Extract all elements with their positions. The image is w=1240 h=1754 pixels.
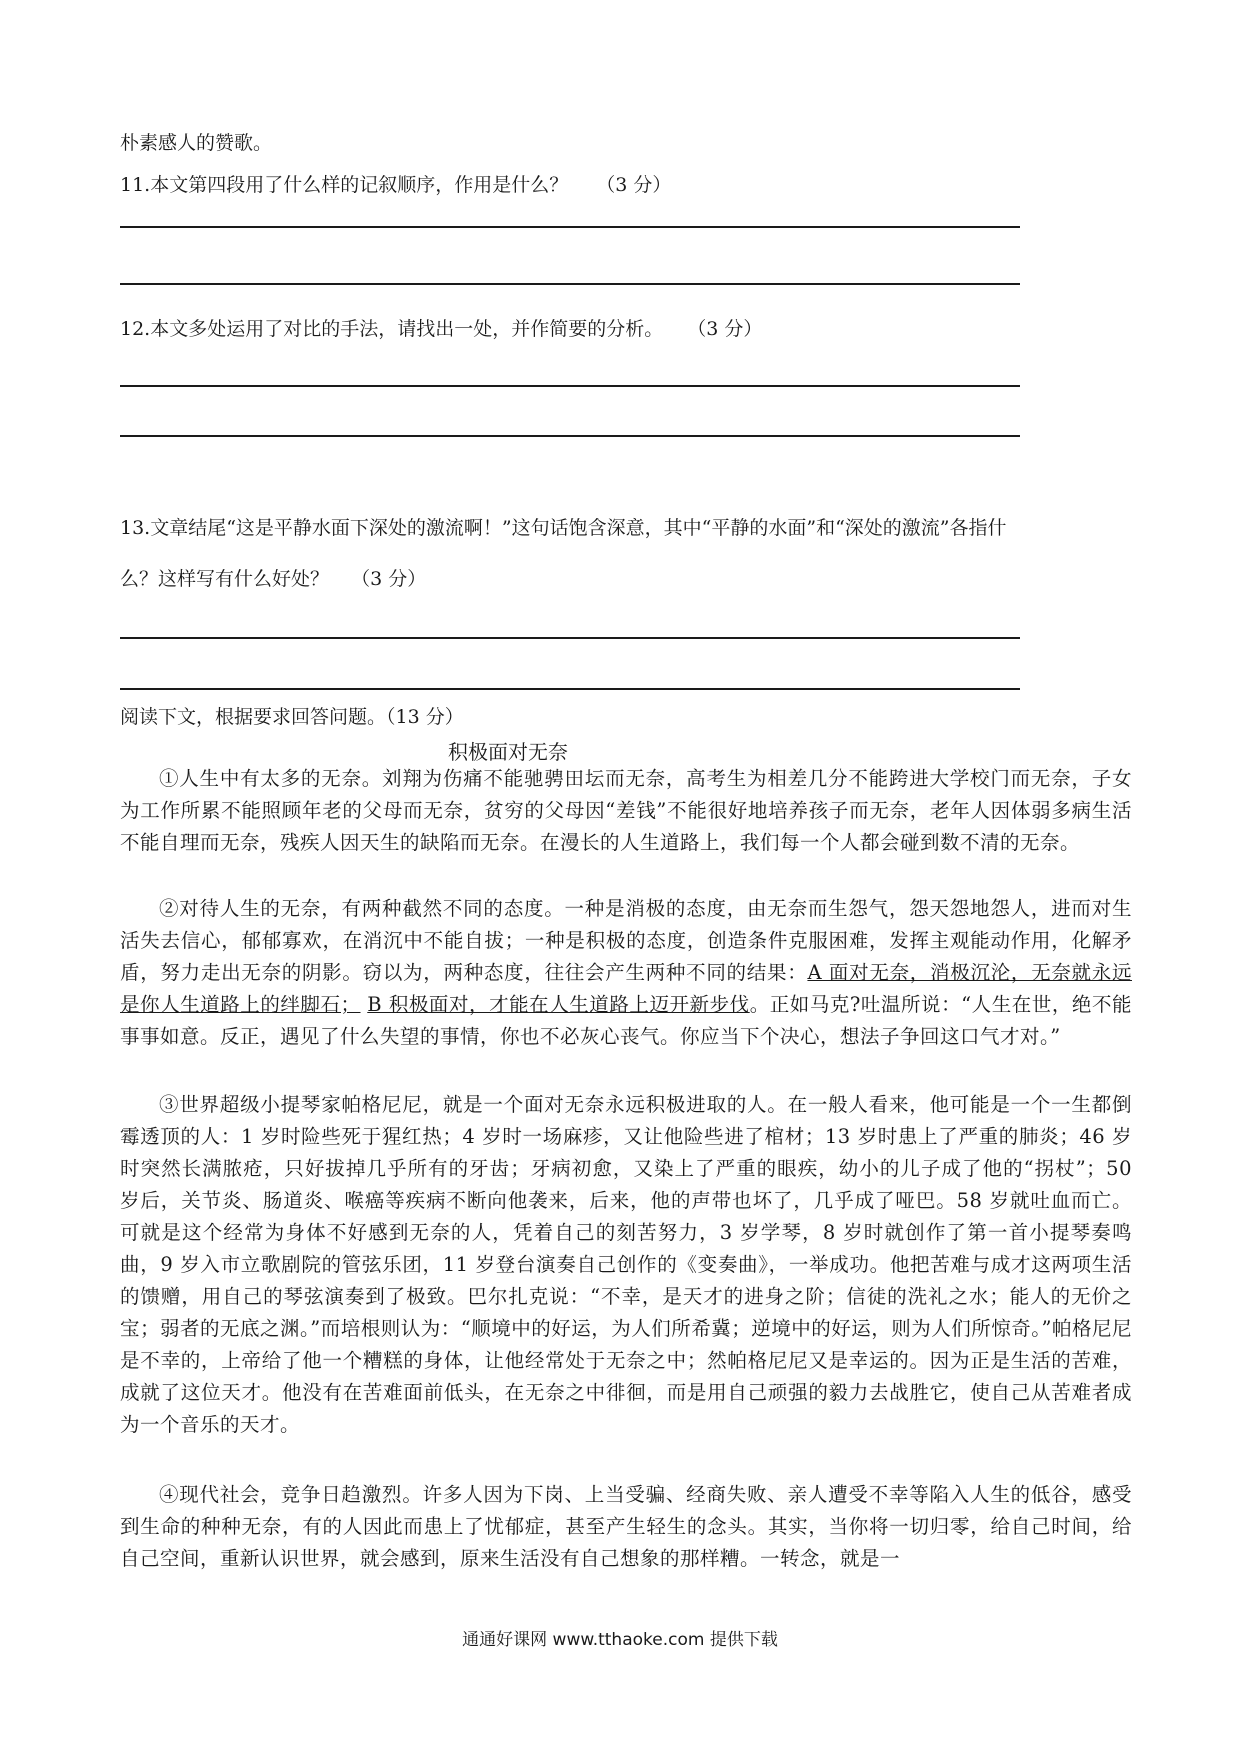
question-13-line1: 13.文章结尾“这是平静水面下深处的激流啊！”这句话饱含深意，其中“平静的水面”和“深处的激流”各指什 (120, 517, 1007, 539)
answer-line-12b (120, 435, 1020, 437)
question-11-score: （3 分） (596, 174, 672, 196)
question-13-text: 么？这样写有什么好处？ (120, 568, 330, 590)
answer-line-13b (120, 688, 1020, 690)
reading-instruction: 阅读下文，根据要求回答问题。（13 分） (120, 706, 464, 728)
paragraph-3: ③世界超级小提琴家帕格尼尼，就是一个面对无奈永远积极进取的人。在一般人看来，他可能是一个一生都倒霉透顶的人：1 岁时险些死于猩红热；4 岁时一场麻疹，又让他险些进了棺材；13 岁时患上了严重的肺炎；46 岁时突然长满脓疮，只好拔掉几乎所有的牙齿；牙病初愈，又染上了严重的眼疾，幼小的儿子成了他的“拐杖”；50 岁后，关节炎、肠道炎、喉癌等疾病不断向他袭来，后来，他的声带也坏了，几乎成了哑巴。58 岁就吐血而亡。可就是这个经常为身体不好感到无奈的人，凭着自己的刻苦努力，3 岁学琴，8 岁时就创作了第一首小提琴奏鸣曲，9 岁入市立歌剧院的管弦乐团，11 岁登台演奏自己创作的《变奏曲》，一举成功。他把苦难与成才这两项生活的馈赠，用自己的琴弦演奏到了极致。巴尔扎克说：“不幸，是天才的进身之阶；信徒的洗礼之水；能人的无价之宝；弱者的无底之渊。”而培根则认为：“顺境中的好运，为人们所希冀；逆境中的好运，则为人们所惊奇。”帕格尼尼是不幸的，上帝给了他一个糟糕的身体，让他经常处于无奈之中；然帕格尼尼又是幸运的。因为正是生活的苦难，成就了这位天才。他没有在苦难面前低头，在无奈之中徘徊，而是用自己顽强的毅力去战胜它，使自己从苦难者成为一个音乐的天才。 (120, 1093, 1132, 1436)
top-fragment: 朴素感人的赞歌。 (120, 132, 273, 154)
question-12-text: 12.本文多处运用了对比的手法，请找出一处，并作简要的分析。 (120, 318, 664, 340)
answer-line-11b (120, 283, 1020, 285)
answer-line-13a (120, 637, 1020, 639)
paragraph-2-quote: 。正如马克?吐温所说：“人生在世，绝不能事事如意。反正，遇见了什么失望的事情，你也不必灰心丧气。你应当下个决心，想法子争回这口气才对。” (120, 993, 1132, 1048)
question-13-score: （3 分） (351, 568, 427, 590)
paragraph-4: ④现代社会，竞争日趋激烈。许多人因为下岗、上当受骗、经商失败、亲人遭受不幸等陷入人生的低谷，感受到生命的种种无奈，有的人因此而患上了忧郁症，甚至产生轻生的念头。其实，当你将一切归零，给自己时间，给自己空间，重新认识世界，就会感到，原来生活没有自己想象的那样糟。一转念，就是一 (120, 1483, 1132, 1570)
underlined-sentence-a: A 面对无奈，消极沉沦，无奈就永远是你人生道路上的绊脚石； (120, 961, 1132, 1016)
paragraph-1: ①人生中有太多的无奈。刘翔为伤痛不能驰骋田坛而无奈，高考生为相差几分不能跨进大学校门而无奈，子女为工作所累不能照顾年老的父母而无奈，贫穷的父母因“差钱”不能很好地培养孩子而无奈，老年人因体弱多病生活不能自理而无奈，残疾人因天生的缺陷而无奈。在漫长的人生道路上，我们每一个人都会碰到数不清的无奈。 (120, 767, 1132, 854)
question-12 (120, 316, 762, 342)
question-13-line2 (120, 566, 426, 592)
paragraph-2 (120, 893, 1132, 1053)
paragraph-2-text: ②对待人生的无奈，有两种截然不同的态度。一种是消极的态度，由无奈而生怨气，怨天怨地怨人，进而对生活失去信心，郁郁寡欢，在消沉中不能自拔；一种是积极的态度，创造条件克服困难，发挥主观能动作用，化解矛盾，努力走出无奈的阴影。窃以为，两种态度，往往会产生两种不同的结果： (120, 897, 1132, 984)
question-11-text: 11.本文第四段用了什么样的记叙顺序，作用是什么？ (120, 174, 569, 196)
question-12-score: （3 分） (687, 318, 763, 340)
page-footer: 通通好课网 www.tthaoke.com 提供下载 (462, 1630, 778, 1650)
underlined-sentence-b: B 积极面对，才能在人生道路上迈开新步伐 (367, 993, 750, 1016)
passage-title: 积极面对无奈 (448, 740, 568, 764)
answer-line-11a (120, 226, 1020, 228)
answer-line-12a (120, 385, 1020, 387)
question-11 (120, 172, 671, 198)
